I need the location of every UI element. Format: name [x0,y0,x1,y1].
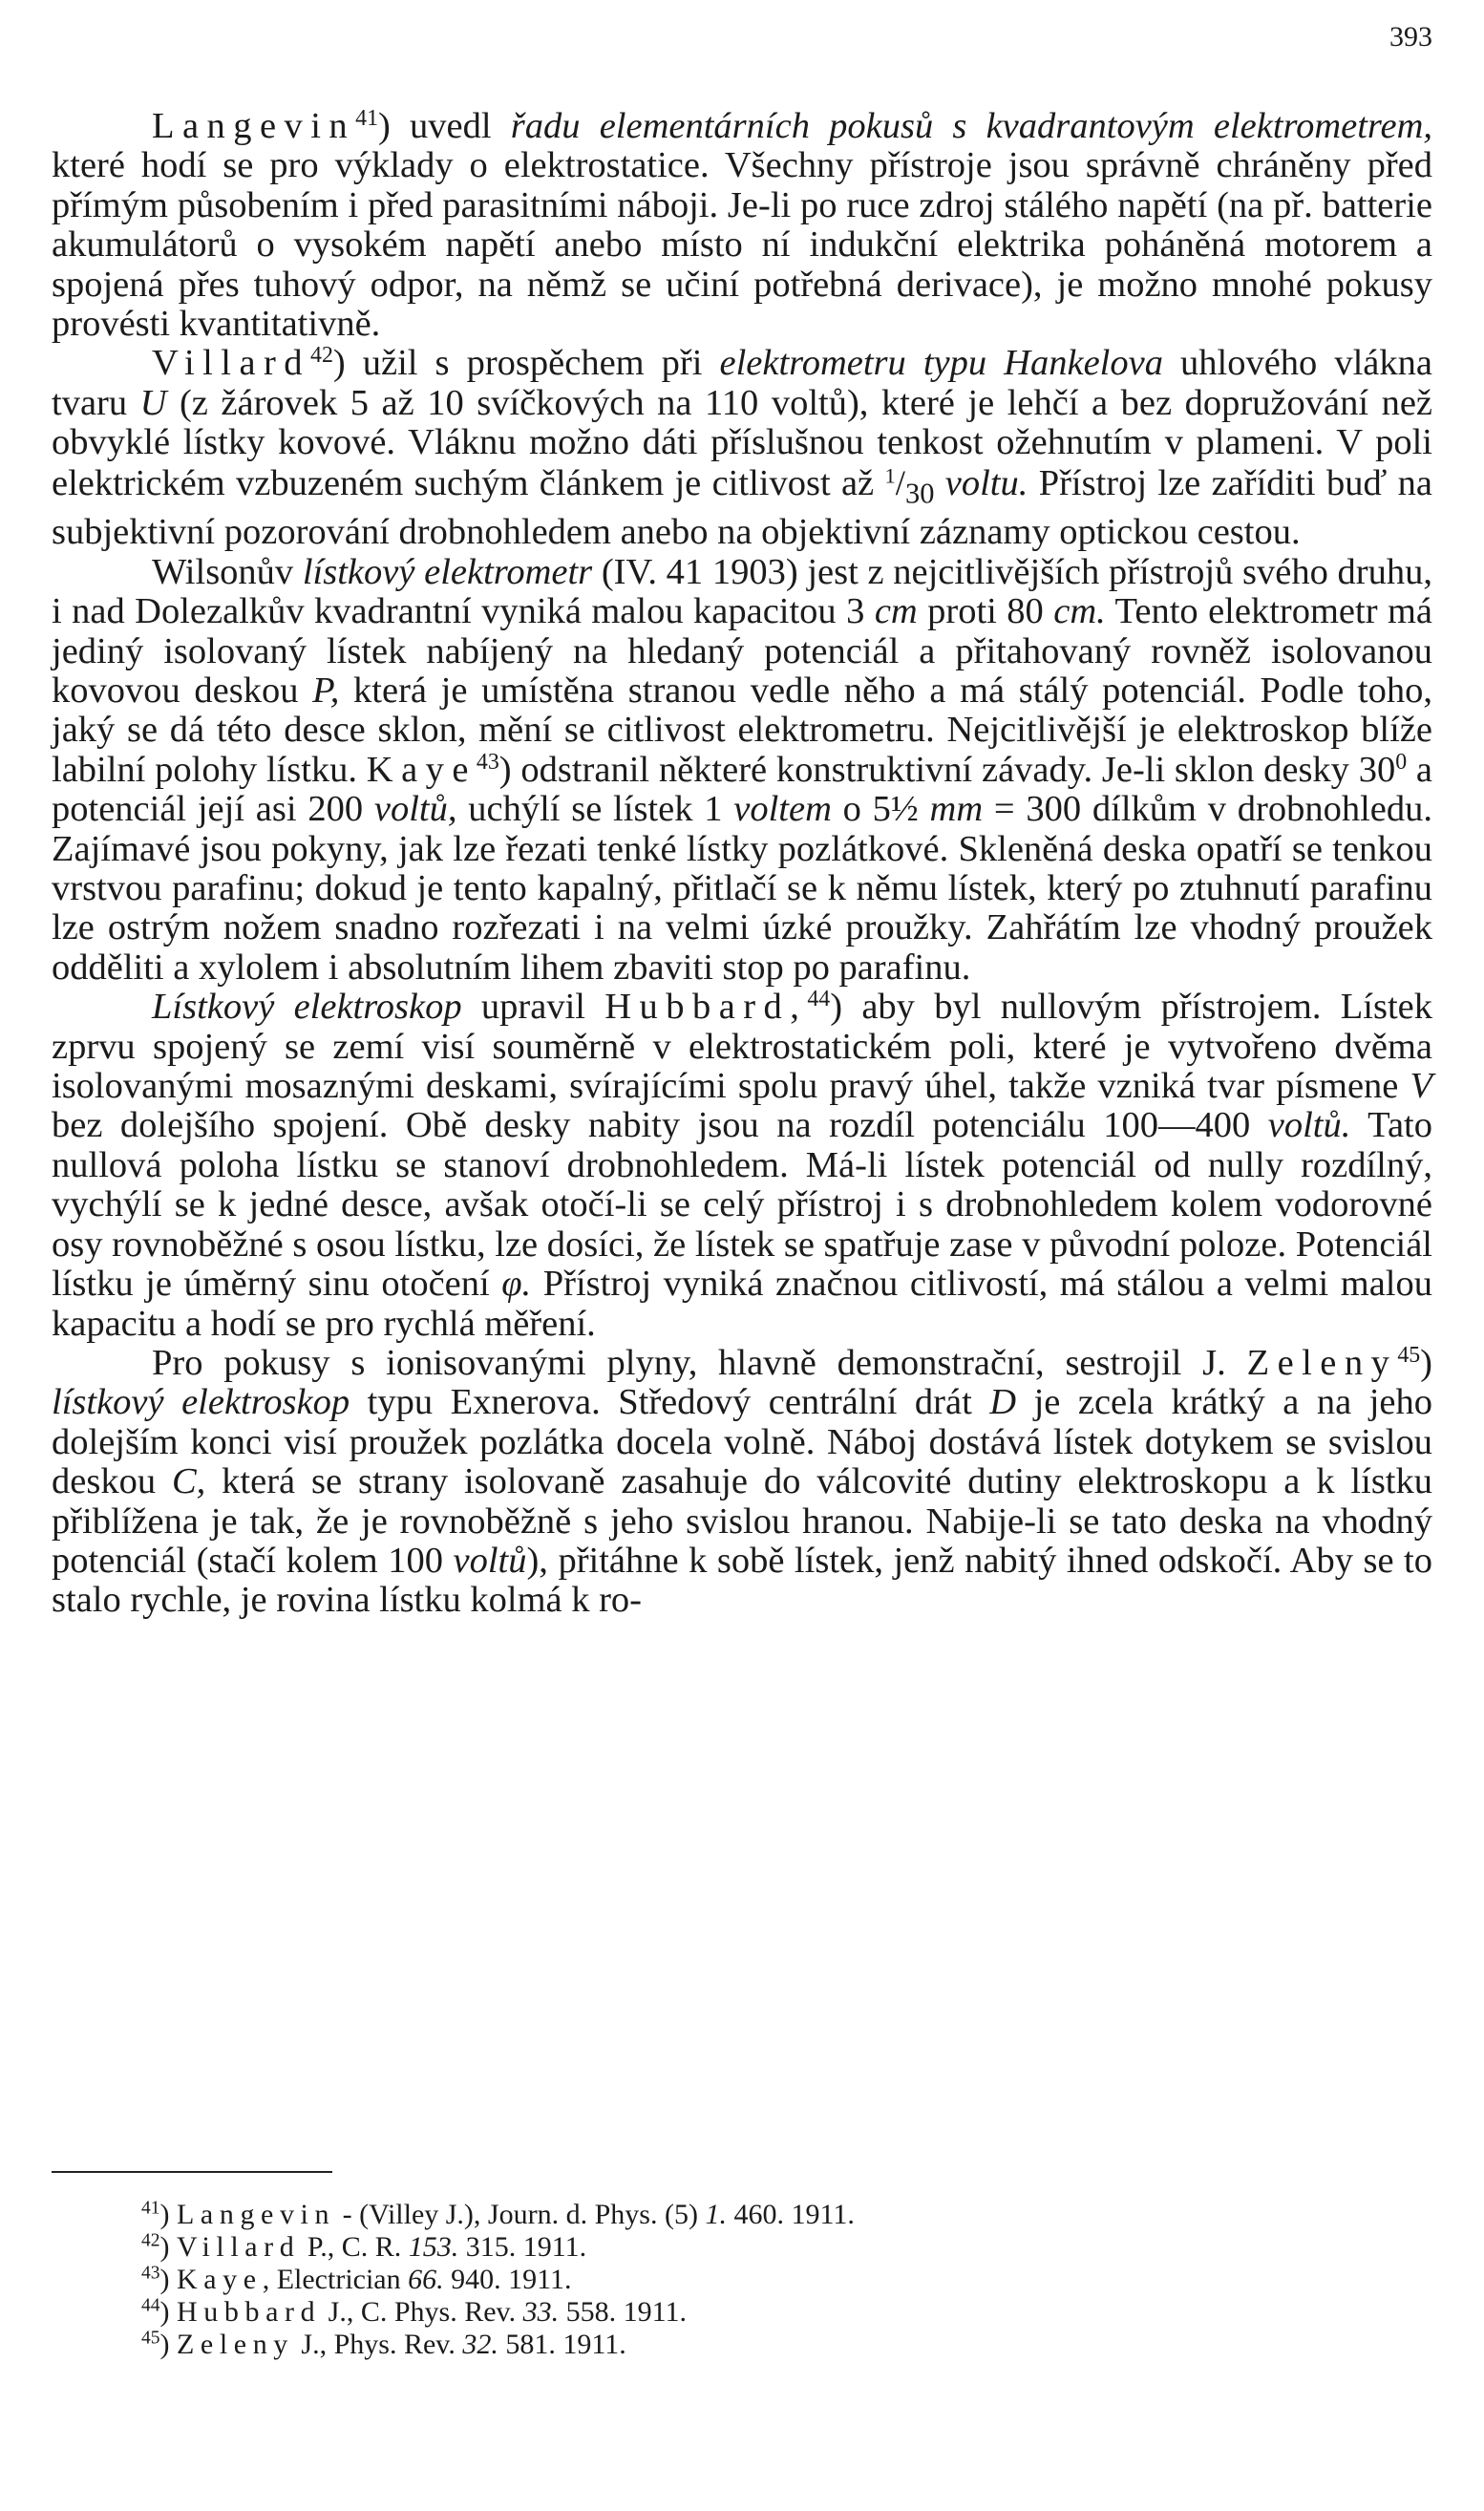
author-name: Zeleny [1246,1342,1398,1383]
paragraph-wilson: Wilsonův lístkový elektrometr (IV. 41 1903) jest z nejcitlivějších přístrojů svého druhu, i nad Dolezalkův kvadrantní vyniká malou kapacitou 3 cm proti 80 cm. Tento elektrometr má jediný isolovaný lístek nabíjený na hledaný potenciál a přitahovaný rovněž isolovanou kovovou deskou P, která je umístěna stranou vedle něho a má stálý potenciál. Podle toho, jaký se dá této desce sklon, mění se citlivost elektrometru. Nejcitlivější je elektroskop blíže labilní polohy lístku. Kaye$^{43}$) odstranil některé konstruktivní závady. Je-li sklon desky $30^0$ a potenciál její asi 200 voltů, uchýlí se lístek 1 voltem o 5½ mm = 300 dílkům v drobnohledu. Zajímavé jsou pokyny, jak lze řezati tenké lístky pozlátkové. Skleněná deska opatří se tenkou vrstvou parafinu; dokud je tento kapalný, přitlačí se k němu lístek, který po ztuhnutí parafinu lze ostrým nožem snadno rozřezati i na velmi úzké proužky. Zahřátím lze vhodný proužek odděliti a xylolem i absolutním lihem zbaviti stop po parafinu. [52,551,1432,988]
author-name: Villard [152,343,311,384]
footnote-ref: 43 [476,749,499,775]
body-text [52,107,1432,1621]
page-number: 393 [1389,21,1432,53]
emphasis: D [989,1382,1017,1423]
unit: voltů. [1267,1105,1351,1146]
unit: cm. [1053,591,1106,632]
emphasis: lístkový elektroskop [52,1382,350,1423]
footnote-ref: 42 [310,343,333,369]
emphasis: Lístkový elektroskop [152,987,462,1028]
footnote-ref: 41 [355,105,379,131]
unit: cm [874,591,918,632]
footnote: $^{43}$) Kaye, Electrician 66. 940. 1911. [141,2263,572,2295]
emphasis: V [1410,1066,1432,1107]
emphasis: φ. [501,1264,532,1305]
paragraph-zeleny: Pro pokusy s ionisovanými plyny, hlavně demonstrační, sestrojil J. Zeleny$^{45}$) lístkový elektroskop typu Exnerova. Středový centrální drát D je zcela krátký a na jeho dolejším konci visí proužek pozlátka docela volně. Náboj dostává lístek dotykem se svislou deskou C, která se strany isolovaně zasahuje do válcovité dutiny elektroskopu a k lístku přiblížena je tak, že je rovnoběžně s jeho svislou hranou. Nabije-li se tato deska na vhodný potenciál (stačí kolem 100 voltů), přitáhne k sobě lístek, jenž nabitý ihned odskočí. Aby se to stalo rychle, je rovina lístku kolmá k ro- [52,1342,1433,1621]
emphasis: řadu elementárních pokusů s kvadrantovým elektrometrem, [510,106,1432,146]
fraction: $^1/_{30}$ [884,462,935,509]
footnote: $^{44}$) Hubbard J., C. Phys. Rev. 33. 558. 1911. [141,2295,687,2328]
unit: mm [929,789,984,830]
emphasis: P, [312,670,340,711]
author-name: Kaye [366,749,477,790]
paragraph-langevin: Langevin$^{41}$) uvedl řadu elementárních pokusů s kvadrantovým elektrometrem, které hodí se pro výklady o elektrostatice. Všechny přístroje jsou správně chráněny před přímým působením i před parasitními náboji. Je-li po ruce zdroj stálého napětí (na př. batterie akumulátorů o vysokém napětí anebo místo ní indukční elektrika poháněná motorem a spojená přes tuhový odpor, na němž se učiní potřebná derivace), je možno mnohé pokusy provésti kvantitativně. [52,105,1432,345]
unit: voltů [453,1540,527,1581]
unit: voltem [733,789,832,830]
footnote: $^{42}$) Villard P., C. R. 153. 315. 1911. [141,2230,587,2263]
emphasis: U [139,382,167,423]
footnote: $^{41}$) Langevin - (Villey J.), Journ. d. Phys. (5) 1. 460. 1911. [141,2198,855,2230]
emphasis: lístkový elektrometr [302,551,593,592]
footnote-ref: 45 [1397,1342,1421,1368]
footnote: $^{45}$) Zeleny J., Phys. Rev. 32. 581. 1911. [141,2328,626,2360]
footnote-ref: 44 [807,987,831,1012]
unit: voltů, [373,789,457,830]
footnotes [141,2199,1383,2361]
author-name: Langevin [152,106,356,146]
degree-mark: 0 [1395,749,1408,775]
emphasis: voltu. [944,462,1028,503]
footnote-divider [52,2171,332,2173]
paragraph-villard: Villard$^{42}$) užil s prospěchem při elektrometru typu Hankelova uhlového vlákna tvaru U (z žárovek 5 až 10 svíčkových na 110 voltů), které je lehčí a bez dopružování než obvyklé lístky kovové. Vláknu možno dáti příslušnou tenkost ožehnutím v plameni. V poli elektrickém vzbuzeném suchým článkem je citlivost až $^1/_{30}$ voltu. Přístroj lze zaříditi buď na subjektivní pozorování drobnohledem anebo na objektivní záznamy optickou cestou. [52,343,1433,553]
paragraph-hubbard: Lístkový elektroskop upravil Hubbard,$^{44}$) aby byl nullovým přístrojem. Lístek zprvu spojený se zemí visí souměrně v elektrostatickém poli, které je vytvořeno dvěma isolovanými mosaznými deskami, svírajícími spolu pravý úhel, takže vzniká tvar písmene V bez dolejšího spojení. Obě desky nabity jsou na rozdíl potenciálu 100—400 voltů. Tato nullová poloha lístku se stanoví drobnohledem. Má-li lístek potenciál od nully rozdílný, vychýlí se k jedné desce, avšak otočí-li se celý přístroj i s drobnohledem kolem vodorovné osy rovnoběžné s osou lístku, lze dosíci, že lístek se spatřuje zase v původní poloze. Potenciál lístku je úměrný sinu otočení φ. Přístroj vyniká značnou citlivostí, má stálou a velmi malou kapacitu a hodí se pro rychlá měření. [52,987,1433,1344]
emphasis: elektrometru typu Hankelova [719,343,1163,384]
author-name: Hubbard, [604,987,808,1028]
emphasis: C, [171,1461,206,1502]
